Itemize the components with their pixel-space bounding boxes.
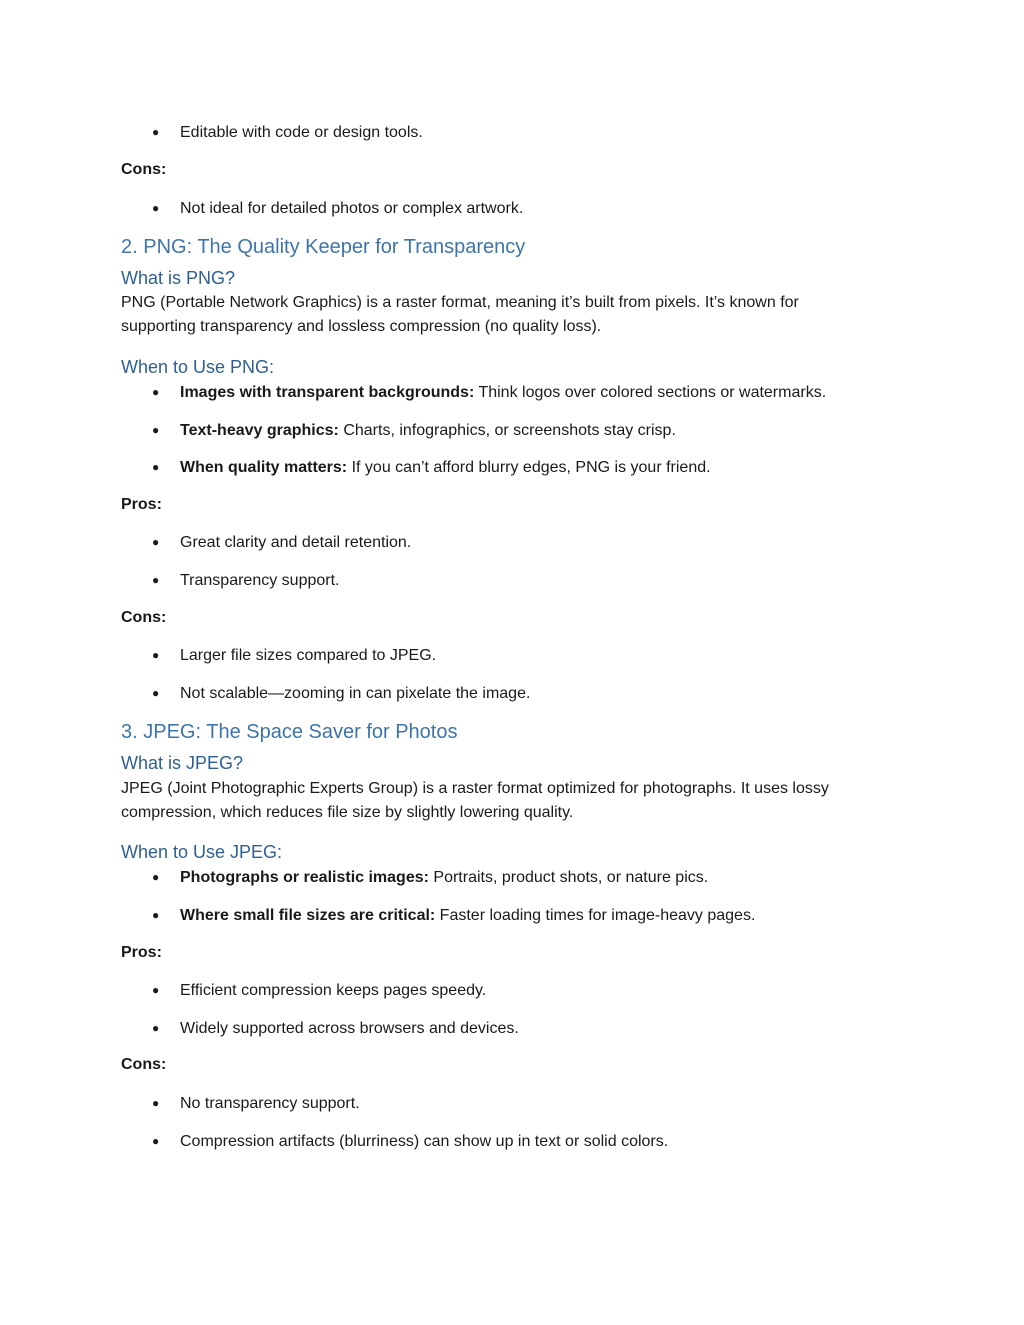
list-item-bold: Photographs or realistic images: (180, 869, 429, 886)
list-item-bold: Where small file sizes are critical: (180, 907, 436, 924)
list-item (152, 683, 530, 704)
paragraph-line: compression, which reduces file size by slightly lowering quality. (121, 804, 574, 821)
paragraph-png-description (121, 291, 881, 339)
bullet-icon: ● (152, 1134, 160, 1148)
bullet-icon: ● (152, 686, 160, 700)
subheading-when-to-use-jpeg: When to Use JPEG: (121, 842, 283, 862)
paragraph-line: supporting transparency and lossless compression (no quality loss). (121, 318, 602, 335)
bullet-icon: ● (152, 870, 160, 884)
list-item-text: Charts, infographics, or screenshots stay crisp. (338, 422, 676, 439)
list-item-text: Larger file sizes compared to JPEG. (180, 647, 437, 664)
subheading-when-to-use-png: When to Use PNG: (121, 357, 275, 377)
list-item-text: Think logos over colored sections or watermarks. (474, 384, 827, 401)
subheading-what-is-png: What is PNG? (121, 268, 236, 288)
bullet-icon: ● (152, 983, 160, 997)
bullet-icon: ● (152, 423, 160, 437)
pros-label: Pros: (121, 944, 162, 961)
list-item-text: Portraits, product shots, or nature pics. (428, 869, 709, 886)
list-item (152, 905, 755, 926)
bullet-icon: ● (152, 201, 160, 215)
cons-label: Cons: (121, 1056, 167, 1073)
bullet-icon: ● (152, 908, 160, 922)
list-item (152, 420, 676, 441)
list-item-text: Efficient compression keeps pages speedy. (180, 982, 487, 999)
list-item-text: Compression artifacts (blurriness) can show up in text or solid colors. (180, 1133, 669, 1150)
cons-label: Cons: (121, 161, 167, 178)
list-item-bold: Images with transparent backgrounds: (180, 384, 475, 401)
list-item (152, 198, 523, 219)
bullet-icon: ● (152, 573, 160, 587)
list-item-text: Editable with code or design tools. (180, 124, 423, 141)
pros-label: Pros: (121, 496, 162, 513)
list-item-bold: When quality matters: (180, 459, 348, 476)
list-item-text: Not scalable—zooming in can pixelate the image. (180, 685, 531, 702)
list-item-text: Not ideal for detailed photos or complex artwork. (180, 200, 524, 217)
list-item-text: Widely supported across browsers and devices. (180, 1020, 519, 1037)
list-item (152, 570, 339, 591)
bullet-icon: ● (152, 535, 160, 549)
bullet-icon: ● (152, 125, 160, 139)
subheading-what-is-jpeg: What is JPEG? (121, 753, 244, 773)
cons-label: Cons: (121, 609, 167, 626)
bullet-icon: ● (152, 385, 160, 399)
list-item-text: Transparency support. (180, 572, 340, 589)
bullet-icon: ● (152, 1096, 160, 1110)
list-item-text: No transparency support. (180, 1095, 360, 1112)
list-item (152, 457, 711, 478)
bullet-icon: ● (152, 648, 160, 662)
paragraph-line: PNG (Portable Network Graphics) is a raster format, meaning it’s built from pixels. It’s known for (121, 294, 799, 311)
list-item (152, 867, 708, 888)
section-heading-jpeg: 3. JPEG: The Space Saver for Photos (121, 721, 458, 743)
section-heading-png: 2. PNG: The Quality Keeper for Transparency (121, 236, 526, 258)
list-item (152, 532, 411, 553)
paragraph-jpeg-description (121, 777, 881, 825)
list-item (152, 122, 423, 143)
list-item (152, 1093, 360, 1114)
list-item-text: If you can’t afford blurry edges, PNG is your friend. (347, 459, 711, 476)
list-item (152, 1131, 668, 1152)
bullet-icon: ● (152, 1021, 160, 1035)
list-item-bold: Text-heavy graphics: (180, 422, 339, 439)
paragraph-line: JPEG (Joint Photographic Experts Group) is a raster format optimized for photographs. It uses lossy (121, 780, 829, 797)
list-item (152, 1018, 519, 1039)
list-item-text: Faster loading times for image-heavy pages. (435, 907, 756, 924)
list-item (152, 980, 486, 1001)
list-item-text: Great clarity and detail retention. (180, 534, 412, 551)
bullet-icon: ● (152, 460, 160, 474)
list-item (152, 382, 826, 403)
list-item (152, 645, 436, 666)
